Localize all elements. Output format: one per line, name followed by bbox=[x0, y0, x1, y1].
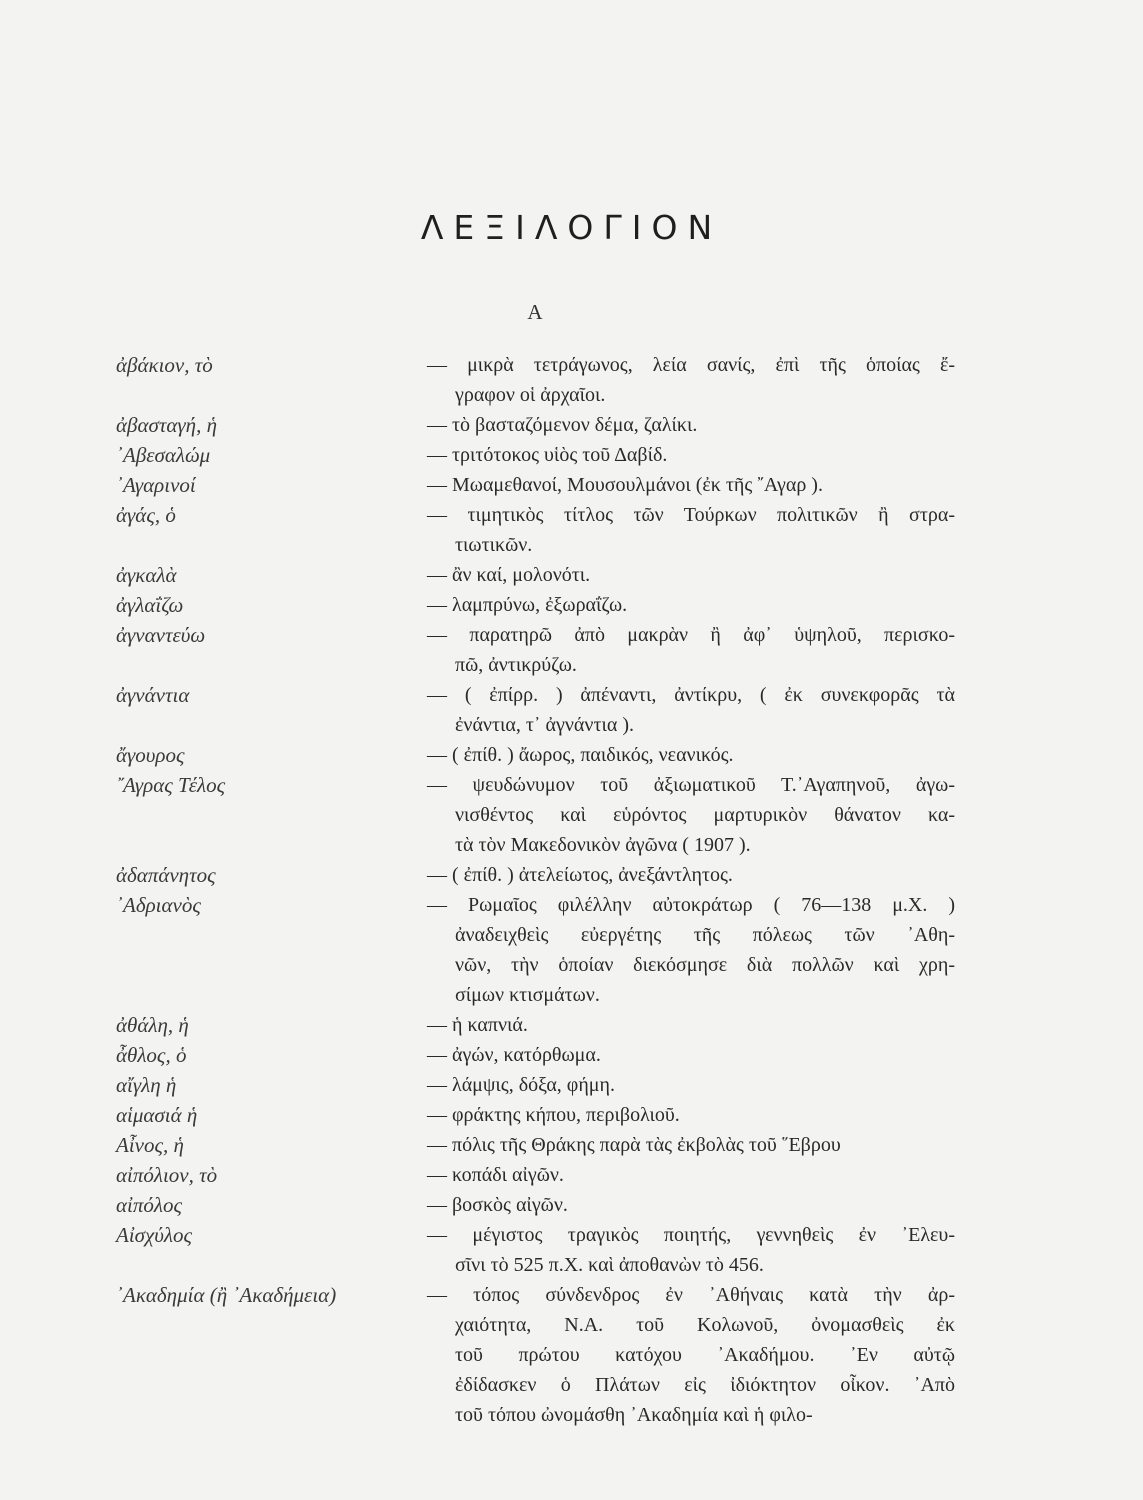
glossary-entry bbox=[0, 770, 1143, 860]
entry-term: ἀβάκιον, τὸ bbox=[116, 353, 213, 377]
definition-line: — τὸ βασταζόμενον δέμα, ζαλίκι. bbox=[427, 414, 698, 436]
entry-definition bbox=[427, 1040, 955, 1070]
entry-definition bbox=[427, 1100, 955, 1130]
definition-line: — λάμψις, δόξα, φήμη. bbox=[427, 1074, 615, 1096]
definition-line: σίμων κτισμάτων. bbox=[455, 984, 600, 1006]
definition-line: — ( ἐπίθ. ) ἄωρος, παιδικός, νεανικός. bbox=[427, 744, 734, 766]
entry-term: Αἶνος, ἡ bbox=[116, 1133, 184, 1157]
glossary-entry bbox=[0, 350, 1143, 410]
entry-term: αἱμασιά ἡ bbox=[116, 1103, 198, 1127]
glossary-entry bbox=[0, 620, 1143, 680]
entry-term: ἀγνάντια bbox=[116, 683, 190, 707]
entry-term: αἰπόλος bbox=[116, 1193, 182, 1217]
definition-line: — βοσκὸς αἰγῶν. bbox=[427, 1194, 568, 1216]
glossary-entry bbox=[0, 1160, 1143, 1190]
glossary-entry bbox=[0, 1100, 1143, 1130]
entry-term: ᾿Αδριανὸς bbox=[116, 893, 201, 917]
definition-line: ἐδίδασκεν ὁ Πλάτων εἰς ἰδιόκτητον οἶκον. ᾿Απὸ bbox=[455, 1374, 955, 1396]
entry-term: ἀγναντεύω bbox=[116, 623, 206, 647]
definition-line: — λαμπρύνω, ἐξωραΐζω. bbox=[427, 594, 628, 616]
glossary-entry bbox=[0, 1010, 1143, 1040]
entry-definition bbox=[427, 350, 955, 410]
glossary-entry bbox=[0, 740, 1143, 770]
entry-term: αἰπόλιον, τὸ bbox=[116, 1163, 218, 1187]
definition-line: — ψευδώνυμον τοῦ ἀξιωματικοῦ Τ.᾿Αγαπηνοῦ, ἀγω- bbox=[427, 774, 955, 796]
glossary-entry bbox=[0, 1280, 1143, 1430]
entry-definition bbox=[427, 1220, 955, 1280]
entry-term: ἆθλος, ὁ bbox=[116, 1043, 187, 1067]
entry-term: αἴγλη ἡ bbox=[116, 1073, 177, 1097]
entry-term: ᾿Αγαρινοί bbox=[116, 473, 196, 497]
entry-term: Αἰσχύλος bbox=[116, 1223, 193, 1247]
glossary-entry bbox=[0, 440, 1143, 470]
definition-line: νισθέντος καὶ εὑρόντος μαρτυρικὸν θάνατον κα- bbox=[455, 804, 955, 826]
glossary-entry bbox=[0, 1070, 1143, 1100]
entry-definition bbox=[427, 1280, 955, 1430]
definition-line: — μικρὰ τετράγωνος, λεία σανίς, ἐπὶ τῆς ὁποίας ἔ- bbox=[427, 354, 955, 376]
entry-term: ῎Αγρας Τέλος bbox=[116, 773, 226, 797]
section-letter: Α bbox=[527, 300, 543, 324]
entry-definition bbox=[427, 1070, 955, 1100]
definition-line: τιωτικῶν. bbox=[455, 534, 533, 556]
entry-term: ἀγλαΐζω bbox=[116, 593, 184, 617]
glossary-entry bbox=[0, 860, 1143, 890]
definition-line: — παρατηρῶ ἀπὸ μακρὰν ἢ ἀφ᾿ ὑψηλοῦ, περισκο- bbox=[427, 624, 955, 646]
definition-line: — μέγιστος τραγικὸς ποιητής, γεννηθεὶς ἐν ᾿Ελευ- bbox=[427, 1224, 955, 1246]
definition-line: — πόλις τῆς Θράκης παρὰ τὰς ἐκβολὰς τοῦ ῞Εβρου bbox=[427, 1134, 841, 1156]
glossary-entries bbox=[0, 350, 1143, 1430]
entry-term: ἀγκαλὰ bbox=[116, 563, 177, 587]
glossary-entry bbox=[0, 1220, 1143, 1280]
entry-definition bbox=[427, 860, 955, 890]
glossary-entry bbox=[0, 500, 1143, 560]
entry-term: ἀβασταγή, ἡ bbox=[116, 413, 218, 437]
glossary-entry bbox=[0, 1130, 1143, 1160]
entry-definition bbox=[427, 1190, 955, 1220]
entry-definition bbox=[427, 620, 955, 680]
definition-line: τοῦ τόπου ὠνομάσθη ᾿Ακαδημία καὶ ἡ φιλο- bbox=[455, 1404, 813, 1426]
entry-term: ᾿Αβεσαλώμ bbox=[116, 443, 211, 467]
entry-term: ἀθάλη, ἡ bbox=[116, 1013, 189, 1037]
page-title: ΛΕΞΙΛΟΓΙΟΝ bbox=[420, 208, 723, 247]
entry-definition bbox=[427, 1160, 955, 1190]
glossary-entry bbox=[0, 410, 1143, 440]
definition-line: ἀναδειχθεὶς εὐεργέτης τῆς πόλεως τῶν ᾿Αθη- bbox=[455, 924, 955, 946]
glossary-entry bbox=[0, 680, 1143, 740]
definition-line: τὰ τὸν Μακεδονικὸν ἀγῶνα ( 1907 ). bbox=[455, 834, 751, 856]
definition-line: — Μωαμεθανοί, Μουσουλμάνοι (ἐκ τῆς ῎Αγαρ ). bbox=[427, 474, 823, 496]
glossary-entry bbox=[0, 1190, 1143, 1220]
entry-definition bbox=[427, 680, 955, 740]
definition-line: — ἀγών, κατόρθωμα. bbox=[427, 1044, 601, 1066]
entry-definition bbox=[427, 470, 955, 500]
entry-term: ᾿Ακαδημία (ἢ ᾿Ακαδήμεια) bbox=[116, 1283, 337, 1307]
definition-line: γραφον οἱ ἀρχαῖοι. bbox=[455, 384, 606, 406]
definition-line: — ( ἐπίθ. ) ἀτελείωτος, ἀνεξάντλητος. bbox=[427, 864, 733, 886]
entry-definition bbox=[427, 770, 955, 860]
definition-line: σῖνι τὸ 525 π.Χ. καὶ ἀποθανὼν τὸ 456. bbox=[455, 1254, 764, 1276]
entry-definition bbox=[427, 890, 955, 1010]
definition-line: ἐνάντια, τ᾿ ἀγνάντια ). bbox=[455, 714, 634, 736]
entry-term: ἀγάς, ὁ bbox=[116, 503, 176, 527]
definition-line: — φράκτης κήπου, περιβολιοῦ. bbox=[427, 1104, 680, 1126]
entry-definition bbox=[427, 410, 955, 440]
entry-definition bbox=[427, 740, 955, 770]
entry-definition bbox=[427, 1010, 955, 1040]
entry-term: ἀδαπάνητος bbox=[116, 863, 216, 887]
definition-line: — τιμητικὸς τίτλος τῶν Τούρκων πολιτικῶν ἢ στρα- bbox=[427, 504, 955, 526]
entry-term: ἄγουρος bbox=[116, 743, 185, 767]
definition-line: νῶν, τὴν ὁποίαν διεκόσμησε διὰ πολλῶν καὶ χρη- bbox=[455, 954, 955, 976]
glossary-entry bbox=[0, 590, 1143, 620]
definition-line: — κοπάδι αἰγῶν. bbox=[427, 1164, 564, 1186]
glossary-entry bbox=[0, 890, 1143, 1010]
entry-definition bbox=[427, 1130, 955, 1160]
definition-line: — ( ἐπίρρ. ) ἀπέναντι, ἀντίκρυ, ( ἐκ συνεκφορᾶς τὰ bbox=[427, 684, 955, 706]
entry-definition bbox=[427, 500, 955, 560]
entry-definition bbox=[427, 590, 955, 620]
glossary-entry bbox=[0, 560, 1143, 590]
definition-line: — τόπος σύνδενδρος ἐν ᾿Αθήναις κατὰ τὴν ἀρ- bbox=[427, 1284, 955, 1306]
definition-line: — Ρωμαῖος φιλέλλην αὐτοκράτωρ ( 76—138 μ.Χ. ) bbox=[427, 894, 955, 916]
definition-line: — τριτότοκος υἱὸς τοῦ Δαβίδ. bbox=[427, 444, 668, 466]
definition-line: τοῦ πρώτου κατόχου ᾿Ακαδήμου. ᾿Εν αὐτῷ bbox=[455, 1344, 955, 1366]
definition-line: πῶ, ἀντικρύζω. bbox=[455, 654, 577, 676]
definition-line: — ἂν καί, μολονότι. bbox=[427, 564, 591, 586]
entry-definition bbox=[427, 560, 955, 590]
definition-line: χαιότητα, Ν.Α. τοῦ Κολωνοῦ, ὀνομασθεὶς ἐκ bbox=[455, 1314, 955, 1336]
definition-line: — ἡ καπνιά. bbox=[427, 1014, 528, 1036]
glossary-entry bbox=[0, 470, 1143, 500]
glossary-entry bbox=[0, 1040, 1143, 1070]
entry-definition bbox=[427, 440, 955, 470]
